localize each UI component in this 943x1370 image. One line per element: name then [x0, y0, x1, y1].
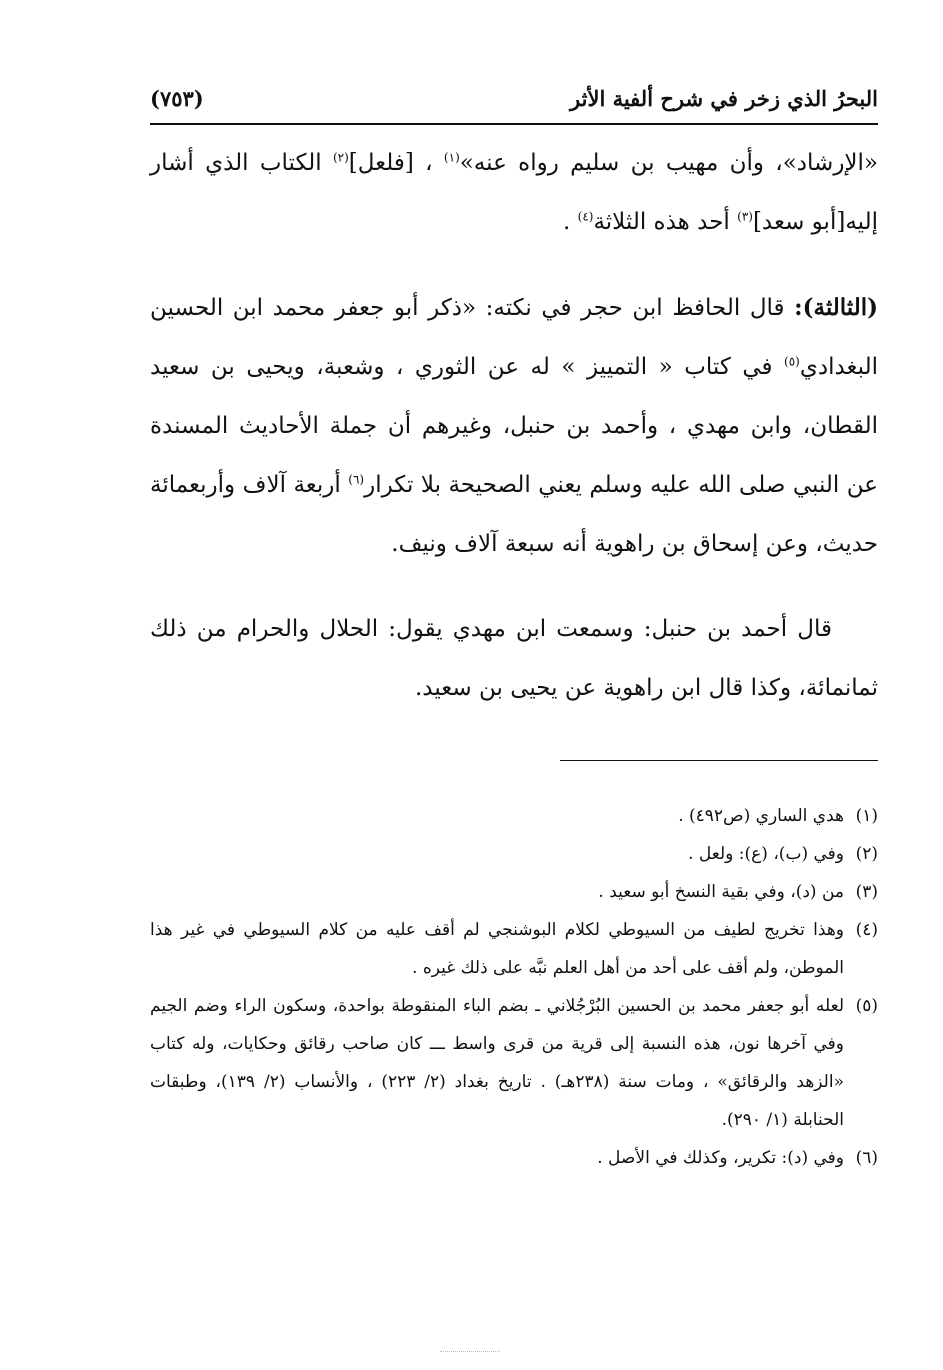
footnote-number: (٦) — [855, 1148, 878, 1168]
footnote-1 — [150, 797, 878, 835]
footnote-ref-2: (٢) — [332, 150, 349, 165]
footnote-ref-5: (٥) — [784, 354, 800, 369]
footnote-text: من (د)، وفي بقية النسخ أبو سعيد . — [598, 882, 844, 902]
page-number: (٧٥٣) — [150, 85, 204, 111]
footnote-separator — [560, 760, 878, 761]
footnote-4 — [150, 911, 878, 987]
footnote-2 — [150, 835, 878, 873]
main-text — [150, 134, 878, 718]
footnote-text: لعله أبو جعفر محمد بن الحسين البُرْجُلاني ـ بضم الباء المنقوطة بواحدة، وسكون الراء وضم الجيم وفي آخرها نون، هذه النسبة إلى قرية من قرى واسط ـــ كان صاحب رقائق وحكايات، وله كتاب «الزهد والرقائق» ، ومات سنة (٢٣٨هـ) . تاريخ بغداد (٢/ ٢٢٣) ، والأنساب (٢/ ١٣٩)، وطبقات الحنابلة (١/ ٢٩٠). — [150, 996, 844, 1130]
footnote-number: (١) — [855, 806, 878, 826]
footnote-ref-1: (١) — [443, 150, 460, 165]
footnote-text: وفي (ب)، (ع): ولعل . — [688, 844, 844, 864]
footnote-text: وفي (د): تكرير، وكذلك في الأصل . — [597, 1148, 844, 1168]
section-lead: (الثالثة): — [794, 294, 878, 321]
footnote-text: وهذا تخريج لطيف من السيوطي لكلام البوشنجي لم أقف عليه من كلام السيوطي في غير هذا الموطن، ولم أقف على أحد من أهل العلم نبَّه على ذلك غيره . — [150, 920, 844, 978]
footnote-number: (٥) — [855, 996, 878, 1016]
paragraph-3: قال أحمد بن حنبل: وسمعت ابن مهدي يقول: الحلال والحرام من ذلك ثمانمائة، وكذا قال ابن راهوية عن يحيى بن سعيد. — [150, 616, 878, 701]
paragraph-1: «الإرشاد»، وأن مهيب بن سليم رواه عنه»$^{(١)}$ ، [فلعل]$^{(٢)}$ الكتاب الذي أشار إليه[أبو سعد]$^{(٣)}$ أحد هذه الثلاثة$^{(٤)}$ . — [150, 150, 879, 235]
footnote-ref-3: (٣) — [737, 209, 753, 224]
footnote-ref-4: (٤) — [577, 209, 594, 224]
footnote-6 — [150, 1139, 878, 1177]
footnotes — [150, 797, 878, 1177]
footnote-number: (٣) — [855, 882, 878, 902]
footnote-number: (٤) — [855, 920, 878, 940]
footnote-3 — [150, 873, 878, 911]
footnote-text: هدي الساري (ص٤٩٢) . — [678, 806, 844, 826]
footnote-number: (٢) — [855, 844, 878, 864]
footnote-ref-6: (٦) — [348, 472, 365, 487]
paragraph-2: (الثالثة): قال الحافظ ابن حجر في نكته: «ذكر أبو جعفر محمد ابن الحسين البغدادي$^{(٥)}$ في كتاب « التمييز » له عن الثوري ، وشعبة، ويحيى بن سعيد القطان، وابن مهدي ، وأحمد بن حنبل، وغيرهم أن جملة الأحاديث المسندة عن النبي صلى الله عليه وسلم يعني الصحيحة بلا تكرار$^{(٦)}$ أربعة آلاف وأربعمائة حديث، وعن إسحاق بن راهوية أنه سبعة آلاف ونيف. — [150, 294, 878, 557]
scan-artifact — [440, 1351, 500, 1352]
running-header — [150, 78, 878, 118]
footnote-5 — [150, 987, 878, 1139]
book-title: البحرُ الذي زخر في شرح ألفية الأثر — [570, 85, 878, 111]
header-rule — [150, 123, 878, 125]
